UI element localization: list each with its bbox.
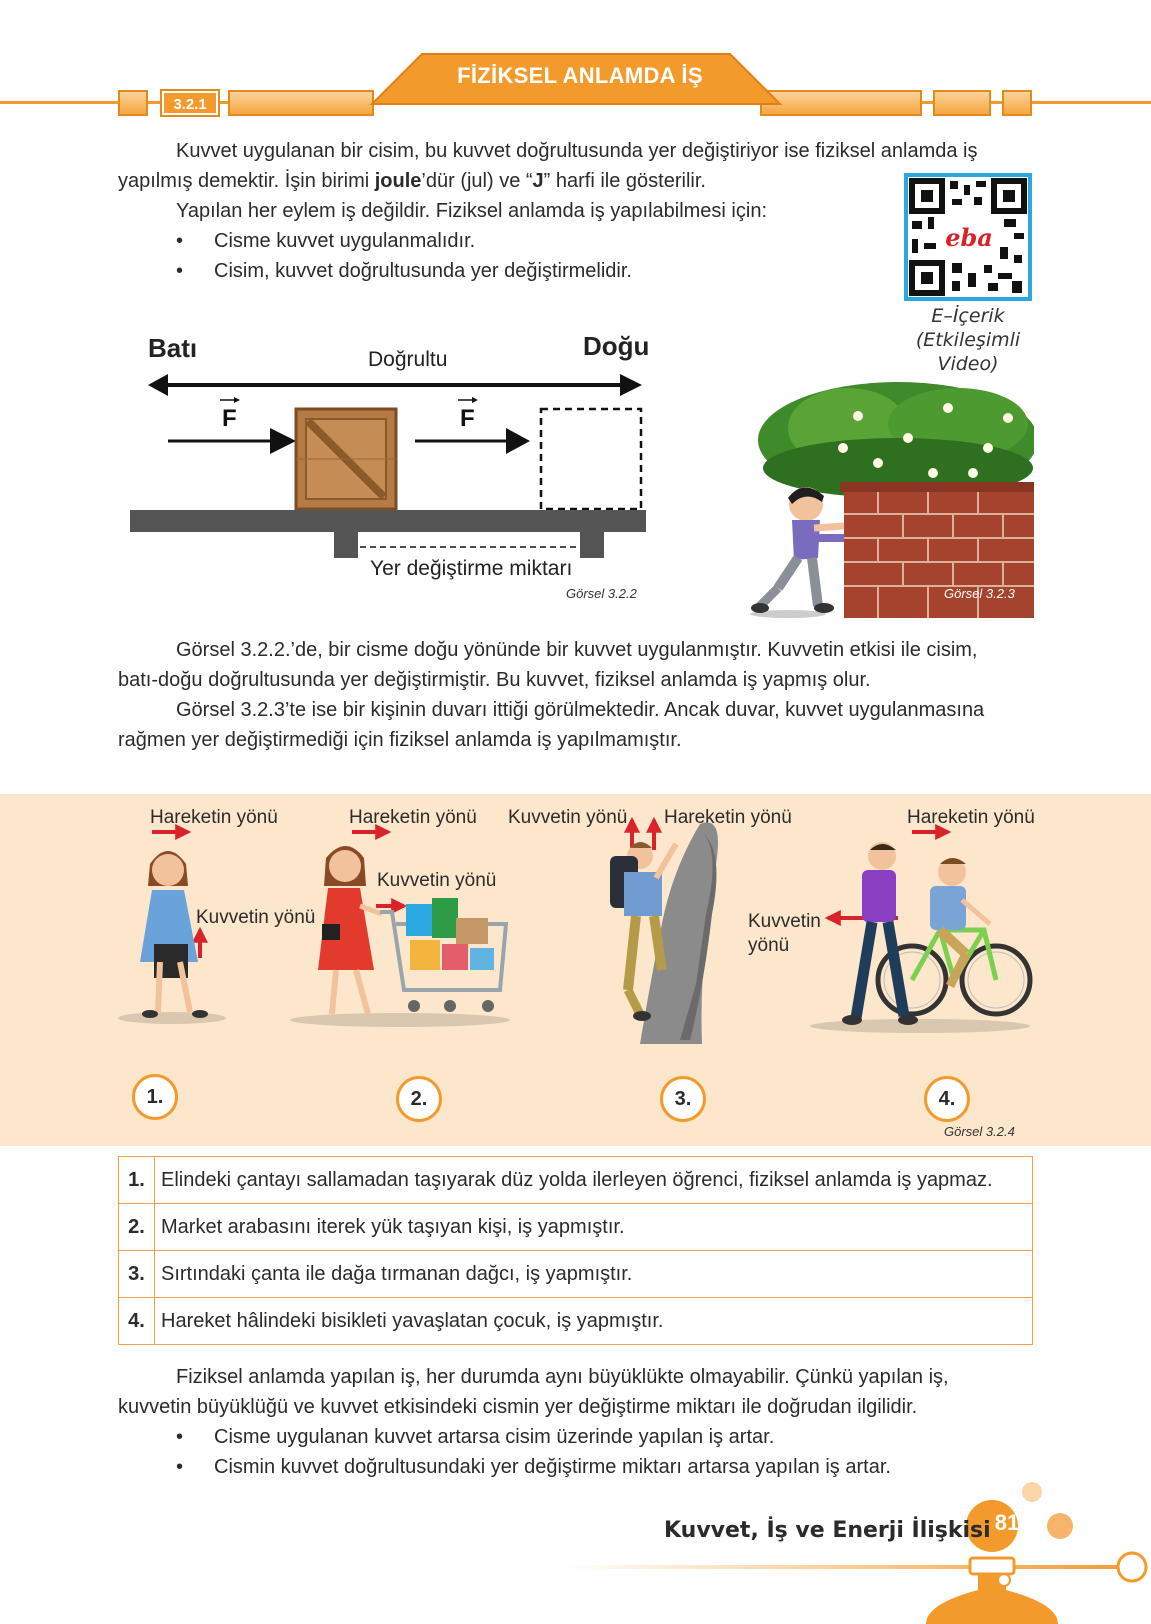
eba-logo: eba: [945, 223, 993, 252]
figure-number-4: 4.: [924, 1076, 970, 1122]
svg-text:F: F: [460, 405, 475, 432]
header-bar-right: [760, 90, 922, 116]
statements-table: [118, 1156, 1033, 1345]
motion-label-3: Hareketin yönü: [664, 807, 792, 828]
motion-label-4: Hareketin yönü: [907, 807, 1035, 828]
table-row: 3. Sırtındaki çanta ile dağa tırmanan dağcı, iş yapmıştır.: [119, 1251, 1033, 1298]
force-vector-2: [415, 397, 530, 454]
boy-slowing-bicycle: [810, 842, 1030, 1033]
explain-line-1: Görsel 3.2.2.’de, bir cisme doğu yönünde bir kuvvet uygulanmıştır. Kuvvetin etkisi ile cisim,: [176, 639, 978, 661]
figure-number-3: 3.: [660, 1076, 706, 1122]
closing-line-1: Fiziksel anlamda yapılan iş, her durumda aynı büyüklükte olmayabilir. Çünkü yapılan iş,: [176, 1366, 949, 1388]
intro-line-3: Yapılan her eylem iş değildir. Fiziksel anlamda iş yapılabilmesi için:: [176, 200, 767, 222]
intro-line-1: Kuvvet uygulanan bir cisim, bu kuvvet doğrultusunda yer değiştiriyor ise fiziksel anlamda iş: [176, 140, 978, 162]
section-number: 3.2.1: [162, 91, 218, 115]
climber-on-rock: [610, 822, 718, 1044]
qr-code[interactable]: [904, 173, 1032, 301]
woman-carrying-bag: [118, 851, 226, 1024]
wooden-crate: [296, 409, 396, 509]
displacement-label: Yer değiştirme miktarı: [370, 557, 573, 580]
boy-pushing-wall: [750, 487, 844, 618]
header-block-right1: [933, 90, 991, 116]
force-label-1: Kuvvetin yönü: [196, 907, 316, 928]
figure-3-2-4-caption: Görsel 3.2.4: [944, 1124, 1015, 1139]
force-label-4: Kuvvetin yönü: [748, 911, 821, 956]
closing-bullet-1: • Cisme uygulanan kuvvet artarsa cisim üzerinde yapılan iş artar.: [178, 1422, 774, 1452]
intro-bullet-1: • Cisme kuvvet uygulanmalıdır.: [178, 226, 475, 256]
explain-line-2: batı-doğu doğrultusunda yer değiştirmiştir. Bu kuvvet, fiziksel anlamda iş yapmış olur.: [118, 669, 871, 691]
page-number: 81: [994, 1510, 1020, 1535]
force-label-3: Kuvvetin yönü: [508, 807, 628, 828]
west-label: Batı: [148, 333, 198, 363]
east-label: Doğu: [583, 331, 650, 361]
direction-label: Doğrultu: [368, 348, 448, 371]
ground-surface: [130, 510, 646, 532]
table-row: 1. Elindeki çantayı sallamadan taşıyarak düz yolda ilerleyen öğrenci, fiziksel anlamda iş yapmaz.: [119, 1157, 1033, 1204]
motion-label-1: Hareketin yönü: [150, 807, 278, 828]
direction-arrows: [152, 820, 948, 958]
explain-line-3: Görsel 3.2.3’te ise bir kişinin duvarı ittiği görülmektedir. Ancak duvar, kuvvet uygulanmasına: [176, 699, 985, 721]
header-block-left: [118, 90, 148, 116]
figure-number-1: 1.: [132, 1074, 178, 1120]
motion-label-2: Hareketin yönü: [349, 807, 477, 828]
svg-text:F: F: [222, 405, 237, 432]
qr-pattern: [908, 177, 1028, 297]
force-vector-1: [168, 397, 296, 454]
figure-3-2-3: [748, 378, 1034, 618]
qr-caption: E–İçerik (Etkileşimli Video): [915, 305, 1021, 375]
table-row: 4. Hareket hâlindeki bisikleti yavaşlatan çocuk, iş yapmıştır.: [119, 1298, 1033, 1345]
header-block-right2: [1002, 90, 1032, 116]
figure-3-2-3-caption: Görsel 3.2.3: [944, 586, 1015, 601]
table-row: 2. Market arabasını iterek yük taşıyan kişi, iş yapmıştır.: [119, 1204, 1033, 1251]
direction-arrow: [148, 374, 642, 396]
closing-bullet-2: • Cismin kuvvet doğrultusundaki yer değiştirme miktarı artarsa yapılan iş artar.: [178, 1452, 891, 1482]
intro-line-2: yapılmış demektir. İşin birimi joule’dür (jul) ve “J” harfi ile gösterilir.: [118, 170, 706, 192]
page-title: FİZİKSEL ANLAMDA İŞ: [457, 63, 703, 88]
woman-pushing-cart: [290, 846, 510, 1027]
figure-number-2: 2.: [396, 1076, 442, 1122]
explain-line-4: rağmen yer değiştirmediği için fiziksel anlamda iş yapılmamıştır.: [118, 729, 682, 751]
header-bar-left: [228, 90, 374, 116]
footer-decoration: [560, 1480, 1151, 1624]
force-label-2: Kuvvetin yönü: [377, 870, 497, 891]
displaced-crate-outline: [541, 409, 641, 509]
closing-line-2: kuvvetin büyüklüğü ve kuvvet etkisindeki cismin yer değiştirme miktarı ile doğrudan ilgilidir.: [118, 1396, 918, 1418]
intro-bullet-2: • Cisim, kuvvet doğrultusunda yer değiştirmelidir.: [178, 256, 632, 286]
figure-3-2-2: [120, 330, 660, 610]
unit-title: Kuvvet, İş ve Enerji İlişkisi: [664, 1518, 991, 1543]
figure-3-2-2-caption: Görsel 3.2.2: [566, 586, 637, 601]
bush-illustration: [758, 382, 1034, 498]
